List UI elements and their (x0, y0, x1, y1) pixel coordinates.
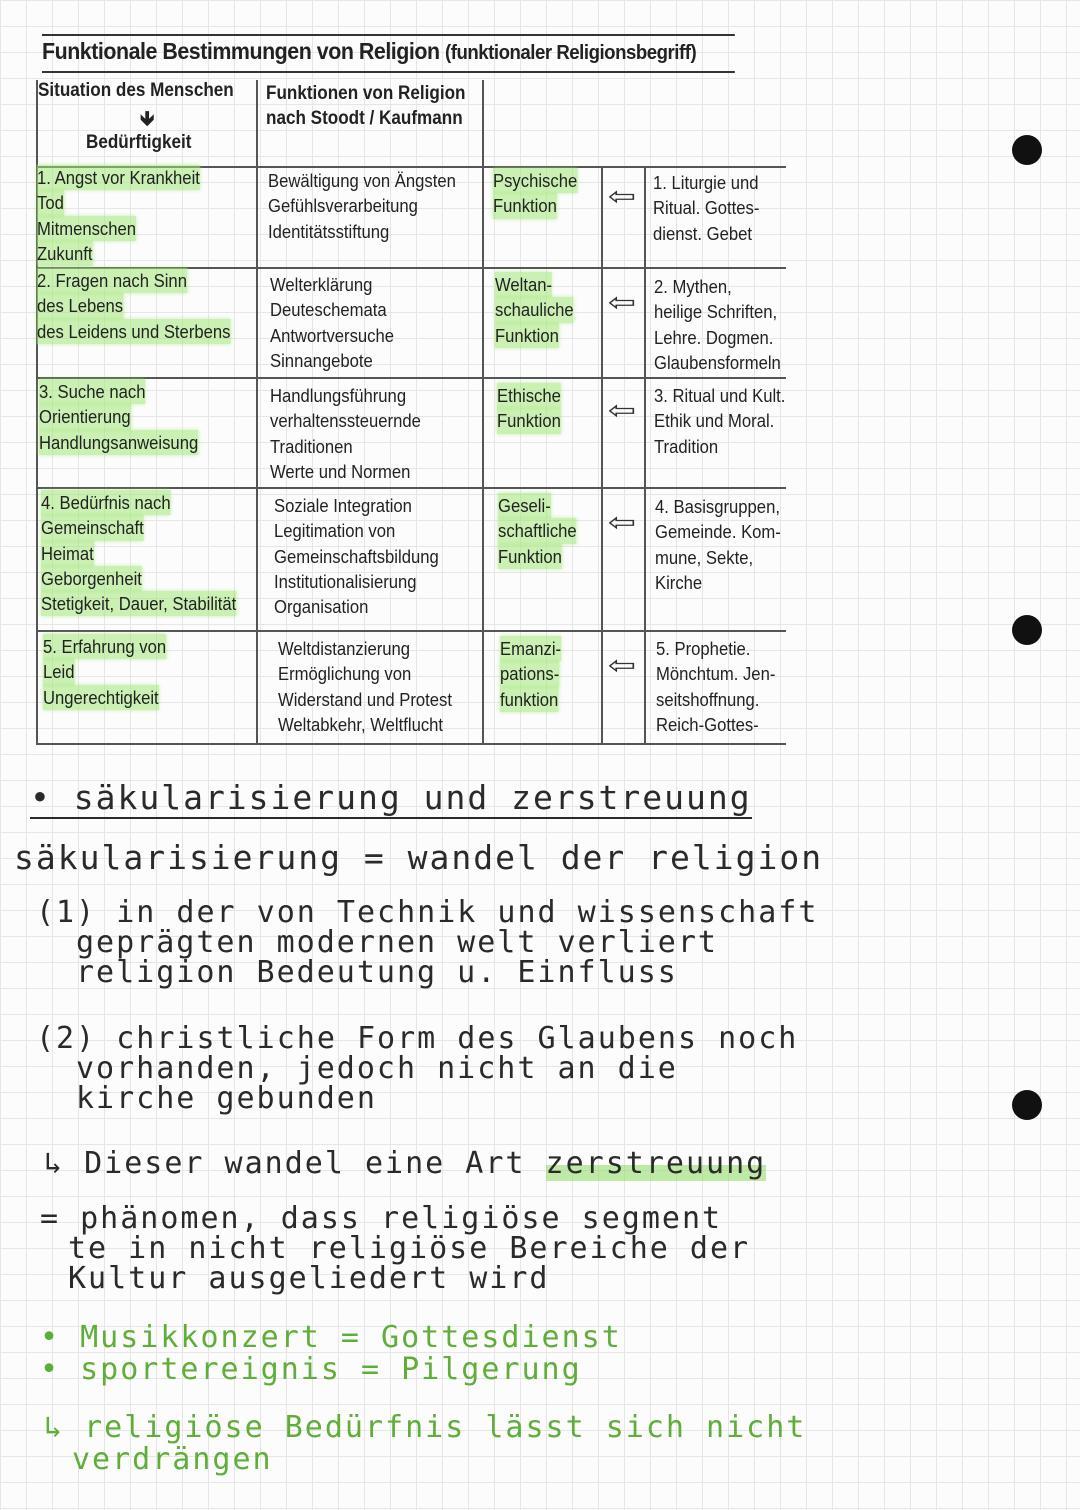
cell-line: Welterklärung (270, 274, 373, 295)
notes-phaenomen (40, 1201, 751, 1296)
note-line: Kultur ausgeliedert wird (68, 1261, 550, 1296)
cell-line: funktion (500, 687, 558, 712)
row3-forms (654, 383, 785, 459)
cell-line: 5. Prophetie. (656, 638, 751, 659)
left-arrow-icon: ⇦ (607, 507, 637, 537)
row3-situation (39, 379, 198, 455)
cell-line: Mitmenschen (37, 216, 136, 241)
cell-line: 4. Bedürfnis nach (41, 490, 171, 515)
note-line: vorhanden, jedoch nicht an die (76, 1051, 678, 1086)
cell-line: Leid (43, 659, 74, 684)
row3-type (497, 383, 561, 434)
cell-line: Geborgenheit (41, 566, 142, 591)
cell-line: Geseli- (498, 493, 551, 518)
cell-line: 3. Ritual und Kult. (654, 385, 786, 406)
note-line: ↳ religiöse Bedürfnis lässt sich nicht (44, 1410, 807, 1445)
cell-line: Funktion (497, 408, 561, 433)
cell-line: Funktion (495, 323, 559, 348)
cell-line: Traditionen (270, 435, 353, 457)
header-beduerftigkeit: Bedürftigkeit (86, 132, 192, 153)
cell-line: Gemeinschaftsbildung (274, 545, 439, 567)
row4-type (498, 493, 577, 569)
cell-line: Weltan- (495, 272, 552, 297)
row5-functions (278, 636, 452, 737)
note-line: verdrängen (72, 1442, 273, 1477)
note-line: • sportereignis = Pilgerung (40, 1352, 582, 1387)
cell-line: Kirche (655, 571, 703, 593)
cell-line: Heimat (41, 541, 94, 566)
cell-line: 4. Basisgruppen, (655, 496, 780, 517)
cell-line: des Lebens (37, 293, 123, 318)
cell-line: schaftliche (498, 518, 577, 543)
cell-line: Gefühlsverarbeitung (268, 195, 418, 217)
note-line: (1) in der von Technik und wissenschaft (36, 895, 819, 930)
cell-line: Tradition (654, 435, 719, 457)
cell-line: 1. Liturgie und (653, 172, 759, 193)
row5-situation (43, 634, 166, 710)
cell-line: Reich-Gottes- (656, 713, 759, 735)
cell-line: Emanzi- (500, 636, 561, 661)
header-funktionen-line2: nach Stoodt / Kaufmann (266, 108, 463, 129)
wandel-prefix: ↳ Dieser wandel eine Art (44, 1146, 526, 1181)
cell-line: schauliche (495, 297, 574, 322)
cell-line: Tod (37, 190, 64, 215)
cell-line: Ungerechtigkeit (43, 685, 159, 710)
row2-functions (270, 272, 394, 373)
header-funktionen (266, 81, 465, 131)
arrow-down-icon: 🡻 (140, 108, 155, 130)
cell-line: 5. Erfahrung von (43, 634, 166, 659)
page-title (42, 34, 735, 73)
row5-type (500, 636, 561, 712)
cell-line: Institutionalisierung (274, 570, 417, 592)
cell-line: Weltabkehr, Weltflucht (278, 713, 444, 735)
cell-line: Mönchtum. Jen- (656, 663, 776, 685)
cell-line: Psychische (493, 168, 577, 193)
cell-line: Werte und Normen (270, 460, 411, 482)
cell-line: Weltdistanzierung (278, 638, 411, 659)
cell-line: Deuteschemata (270, 299, 387, 321)
note-line: = phänomen, dass religiöse segment (40, 1201, 723, 1236)
row4-forms (655, 494, 781, 595)
cell-line: Glaubensformeln (654, 351, 781, 373)
row4-functions (274, 493, 439, 619)
cell-line: Ritual. Gottes- (653, 197, 760, 219)
title-sub: (funktionaler Religionsbegriff) (445, 42, 697, 64)
header-funktionen-line1: Funktionen von Religion (266, 83, 466, 104)
cell-line: Widerstand und Protest (278, 688, 452, 710)
note-line: (2) christliche Form des Glaubens noch (36, 1021, 799, 1056)
note-line: kirche gebunden (76, 1081, 377, 1116)
notes-wandel (44, 1146, 766, 1181)
cell-line: Lehre. Dogmen. (654, 326, 774, 348)
left-arrow-icon: ⇦ (607, 395, 637, 425)
note-line: geprägten modernen welt verliert (76, 925, 718, 960)
cell-line: pations- (500, 661, 559, 686)
binder-hole (1012, 135, 1042, 165)
cell-line: Ethische (497, 383, 561, 408)
cell-line: 1. Angst vor Krankheit (37, 165, 200, 190)
cell-line: seitshoffnung. (656, 688, 760, 710)
cell-line: Stetigkeit, Dauer, Stabilität (41, 591, 236, 616)
cell-line: Antwortversuche (270, 324, 395, 346)
row5-forms (656, 636, 775, 737)
cell-line: Organisation (274, 596, 369, 618)
cell-line: des Leidens und Sterbens (37, 319, 230, 344)
cell-line: dienst. Gebet (653, 222, 753, 244)
header-situation: Situation des Menschen (38, 80, 234, 101)
row2-forms (654, 274, 781, 375)
note-line: te in nicht religiöse Bereiche der (68, 1231, 751, 1266)
cell-line: 2. Fragen nach Sinn (37, 268, 187, 293)
cell-line: mune, Sekte, (655, 546, 754, 568)
cell-line: Zukunft (37, 241, 93, 266)
binder-hole (1012, 1090, 1042, 1120)
notes-conclusion (44, 1412, 806, 1476)
left-arrow-icon: ⇦ (607, 181, 637, 211)
left-arrow-icon: ⇦ (607, 287, 637, 317)
notes-heading-text: • säkularisierung und zerstreuung (30, 778, 752, 817)
notes-examples (40, 1322, 622, 1386)
cell-line: Handlungsanweisung (39, 430, 198, 455)
cell-line: Gemeinschaft (41, 515, 144, 540)
cell-line: Bewältigung von Ängsten (268, 170, 456, 191)
cell-line: Funktion (493, 193, 557, 218)
cell-line: Funktion (498, 544, 562, 569)
cell-line: 2. Mythen, (654, 276, 732, 297)
cell-line: Sinnangebote (270, 349, 373, 371)
cell-line: Handlungsführung (270, 385, 407, 406)
binder-hole (1012, 615, 1042, 645)
cell-line: Ethik und Moral. (654, 410, 775, 432)
notes-point1 (36, 895, 819, 990)
row1-forms (653, 170, 759, 246)
cell-line: Gemeinde. Kom- (655, 521, 781, 543)
left-arrow-icon: ⇦ (607, 650, 637, 680)
cell-line: 3. Suche nach (39, 379, 145, 404)
cell-line: Legitimation von (274, 520, 396, 542)
cell-line: Orientierung (39, 404, 131, 429)
row1-type (493, 168, 577, 219)
notes-heading (30, 778, 752, 817)
wandel-word: zerstreuung (545, 1146, 767, 1181)
notes-point2 (36, 1021, 799, 1116)
notes-definition: säkularisierung = wandel der religion (14, 838, 824, 877)
row4-situation (41, 490, 236, 616)
note-line: • Musikkonzert = Gottesdienst (40, 1320, 622, 1355)
cell-line: Identitätsstiftung (268, 220, 390, 242)
row1-functions (268, 168, 456, 244)
cell-line: heilige Schriften, (654, 301, 778, 323)
title-main: Funktionale Bestimmungen von Religion (42, 38, 440, 64)
row3-functions (270, 383, 421, 484)
note-line: religion Bedeutung u. Einfluss (76, 955, 678, 990)
row1-situation (37, 165, 200, 266)
cell-line: verhaltenssteuernde (270, 410, 421, 432)
row2-type (495, 272, 574, 348)
cell-line: Soziale Integration (274, 495, 412, 516)
row2-situation (37, 268, 230, 344)
cell-line: Ermöglichung von (278, 663, 412, 685)
